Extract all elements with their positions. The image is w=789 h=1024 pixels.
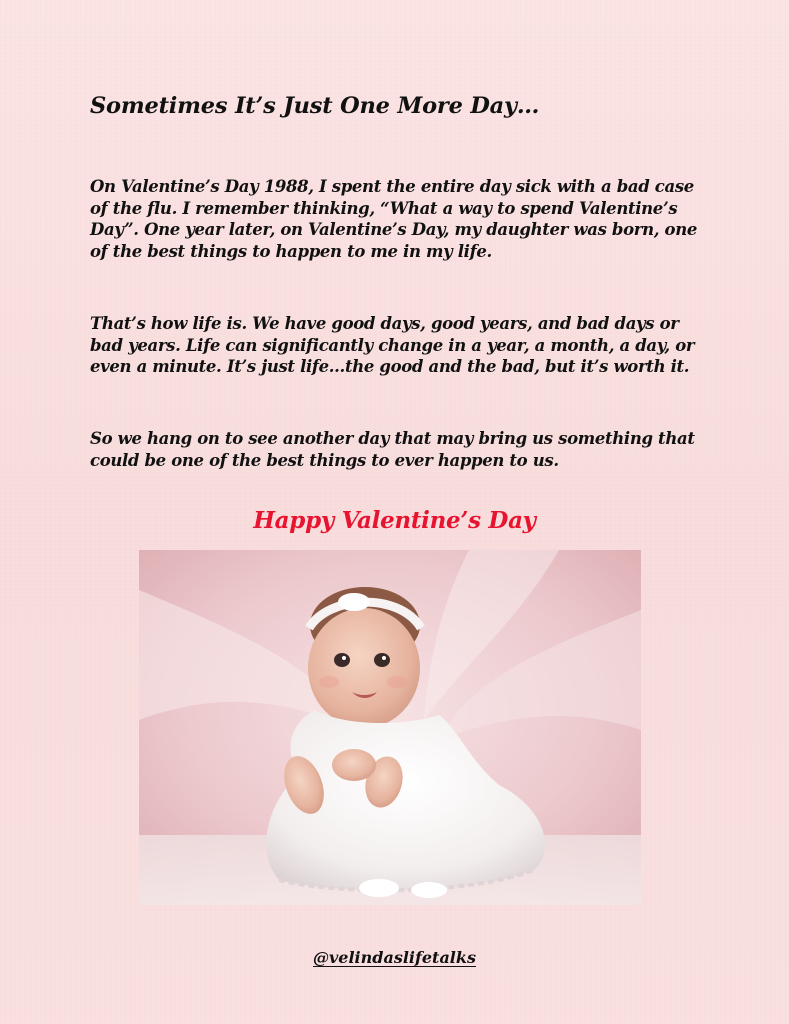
paragraph-1: On Valentine’s Day 1988, I spent the entire day sick with a bad case of the flu. I remember thinking, “What a way to spend Valentine’s Day”. One year later, on Valentine’s Day, my daughter was born, one of the best things to happen to me in my life. (90, 177, 698, 261)
hands (332, 749, 376, 781)
headband-bow (338, 593, 370, 611)
shoe (411, 882, 447, 898)
right-eye (374, 653, 390, 667)
shoe (359, 879, 399, 897)
paragraph-2: That’s how life is. We have good days, good years, and bad days or bad years. Life can significantly change in a year, a month, a day, or even a minute. It’s just life…the good and the bad, but it’s worth it. (90, 314, 695, 376)
left-eye (334, 653, 350, 667)
page-title: Sometimes It’s Just One More Day… (90, 93, 540, 119)
face (308, 608, 420, 728)
paragraph-3: So we hang on to see another day that may bring us something that could be one of the best things to ever happen to us. (90, 429, 695, 470)
baby-photo (139, 550, 641, 905)
valentine-greeting: Happy Valentine’s Day (253, 507, 536, 534)
social-handle-link[interactable]: @velindaslifetalks (313, 948, 476, 967)
